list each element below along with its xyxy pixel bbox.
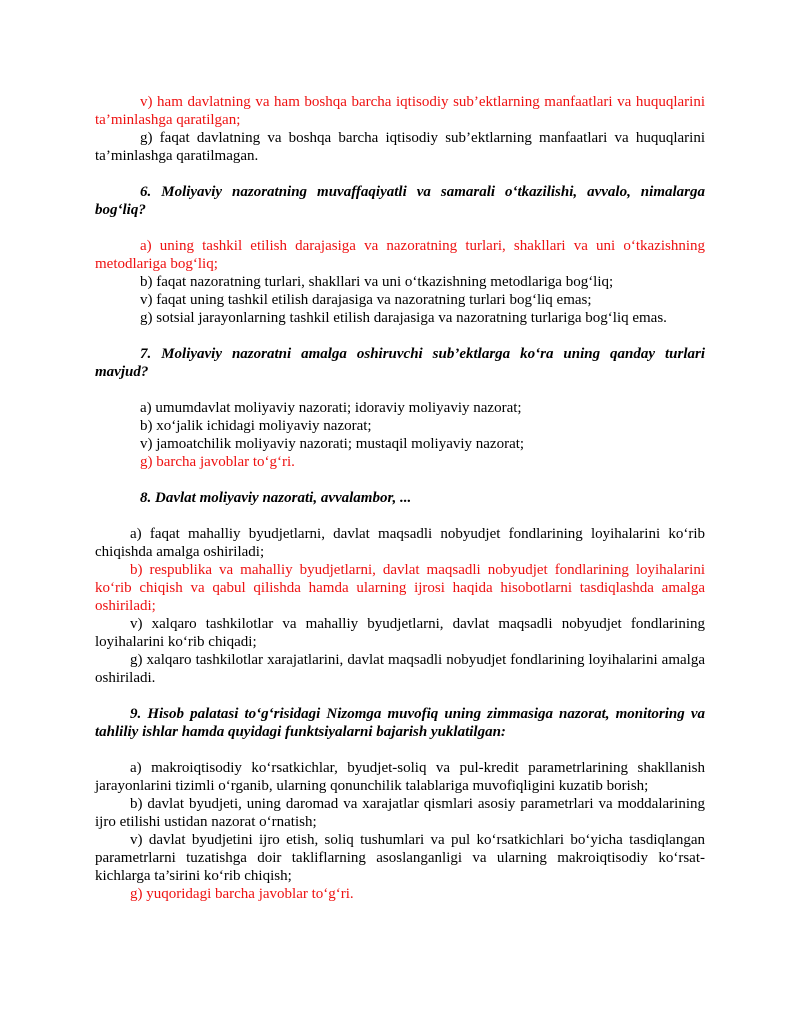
q7-option-a: a) umumdavlat moliyaviy nazorati; idoraviy moliyaviy nazorat; [140,400,522,416]
q5-option-v: v) ham davlatning va ham boshqa barcha iqtisodiy sub’ektlarning manfaatlari va huquqlarini ta’minlashga qaratilgan; [95,94,705,128]
q9-question: 9. Hisob palatasi to‘g‘risidagi Nizomga muvofiq uning zimmasiga nazorat, monitoring va tahliliy ishlar hamda quyidagi funktsiyalarni bajarish yuklatilgan: [95,706,705,740]
q5-option-g: g) faqat davlatning va boshqa barcha iqtisodiy sub’ektlarning manfaatlari va huquqlarini ta’minlashga qaratilmagan. [95,130,705,164]
q7-option-v: v) jamoatchilik moliyaviy nazorati; mustaqil moliyaviy nazorat; [140,436,525,452]
q6-option-a: a) uning tashkil etilish darajasiga va nazoratning turlari, shakllari va uni o‘tkazishning metodlariga bog‘liq; [95,238,705,272]
q9-option-g: g) yuqoridagi barcha javoblar to‘g‘ri. [130,886,354,902]
q8-option-g: g) xalqaro tashkilotlar xarajatlarini, davlat maqsadli nobyudjet fondlarining loyihalarini amalga oshiriladi. [95,652,705,686]
q7-option-b: b) xo‘jalik ichidagi moliyaviy nazorat; [140,418,372,434]
q6-option-g: g) sotsial jarayonlarning tashkil etilish darajasiga va nazoratning turlariga bog‘liq emas. [140,310,667,326]
q6-option-b: b) faqat nazoratning turlari, shakllari va uni o‘tkazishning metodlariga bog‘liq; [140,274,614,290]
q8-option-b: b) respublika va mahalliy byudjetlarni, davlat maqsadli nobyudjet fondlarining loyihalarini ko‘rib chiqish va qabul qilishda hamda ularning ijrosi haqida hisobotlarni tasdiqlashda amalga oshiriladi; [95,562,705,614]
q9-option-a: a) makroiqtisodiy ko‘rsatkichlar, byudjet-soliq va pul-kredit parametrlarining shakllanish jarayonlarini tizimli o‘rganib, ularning qonunchilik talablariga muvofiqligini kuzatib borish; [95,760,705,794]
q9-option-b: b) davlat byudjeti, uning daromad va xarajatlar qismlari asosiy parametrlari va moddalarining ijro etilishi ustidan nazorat o‘rnatish; [95,796,705,830]
q8-question: 8. Davlat moliyaviy nazorati, avvalambor, ... [140,490,412,506]
q6-question: 6. Moliyaviy nazoratning muvaffaqiyatli va samarali o‘tkazilishi, avvalo, nimalarga bog‘liq? [95,184,705,218]
q7-question: 7. Moliyaviy nazoratni amalga oshiruvchi sub’ektlarga ko‘ra uning qanday turlari mavjud? [95,346,705,380]
q6-option-v: v) faqat uning tashkil etilish darajasiga va nazoratning turlari bog‘liq emas; [140,292,592,308]
q9-option-v: v) davlat byudjetini ijro etish, soliq tushumlari va pul ko‘rsatkichlari bo‘yicha tasdiqlangan parametrlarni tuzatishga doir takliflarning asoslanganligi va ularning makroiqtisodiy ko‘rsat-kichlarga ta’sirini ko‘rib chiqish; [95,832,705,884]
document-page [95,93,705,903]
q8-option-a: a) faqat mahalliy byudjetlarni, davlat maqsadli nobyudjet fondlarining loyihalarini ko‘rib chiqishda amalga oshiriladi; [95,526,705,560]
q7-option-g: g) barcha javoblar to‘g‘ri. [140,454,295,470]
q8-option-v: v) xalqaro tashkilotlar va mahalliy byudjetlarni, davlat maqsadli nobyudjet fondlarining loyihalarini ko‘rib chiqadi; [95,616,705,650]
